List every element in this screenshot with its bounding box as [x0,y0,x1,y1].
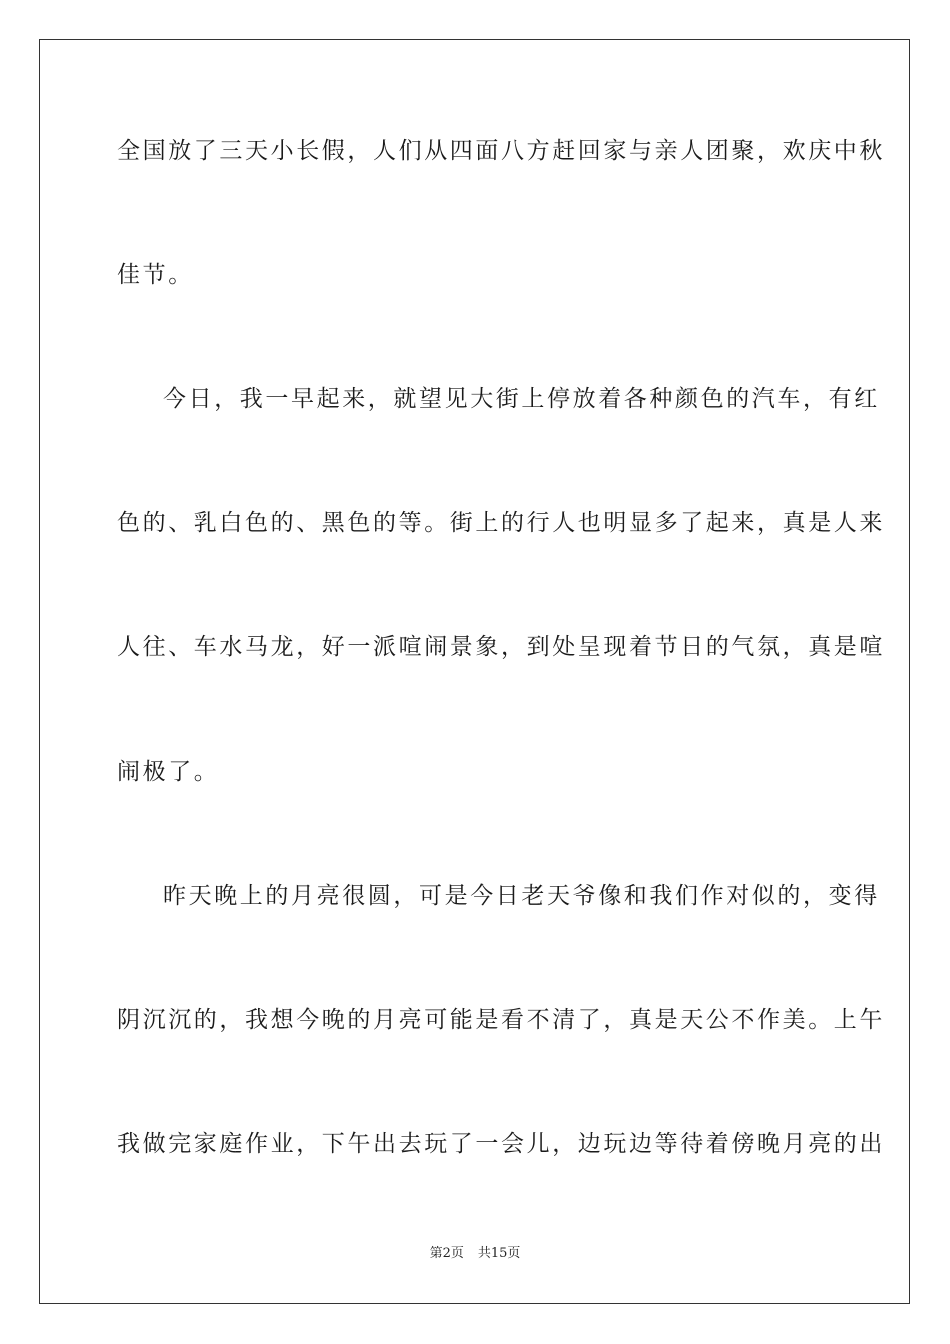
page-footer [0,1245,950,1263]
page-total: 共15页 [477,1246,521,1261]
text-line: 我做完家庭作业，下午出去玩了一会儿，边玩边等待着傍晚月亮的出 [117,1131,885,1157]
text-line: 今日，我一早起来，就望见大街上停放着各种颜色的汽车，有红 [163,386,880,412]
text-line: 佳节。 [117,262,194,288]
text-line: 阴沉沉的，我想今晚的月亮可能是看不清了，真是天公不作美。上午 [117,1007,885,1033]
text-line: 闹极了。 [117,759,220,785]
page-number: 第2页 [429,1246,464,1261]
page-border [39,39,910,1304]
text-line: 色的、乳白色的、黑色的等。街上的行人也明显多了起来，真是人来 [117,510,885,536]
text-line: 人往、车水马龙，好一派喧闹景象，到处呈现着节日的气氛，真是喧 [117,634,885,660]
text-line: 昨天晚上的月亮很圆，可是今日老天爷像和我们作对似的，变得 [163,883,880,909]
text-line: 全国放了三天小长假，人们从四面八方赶回家与亲人团聚，欢庆中秋 [117,138,885,164]
